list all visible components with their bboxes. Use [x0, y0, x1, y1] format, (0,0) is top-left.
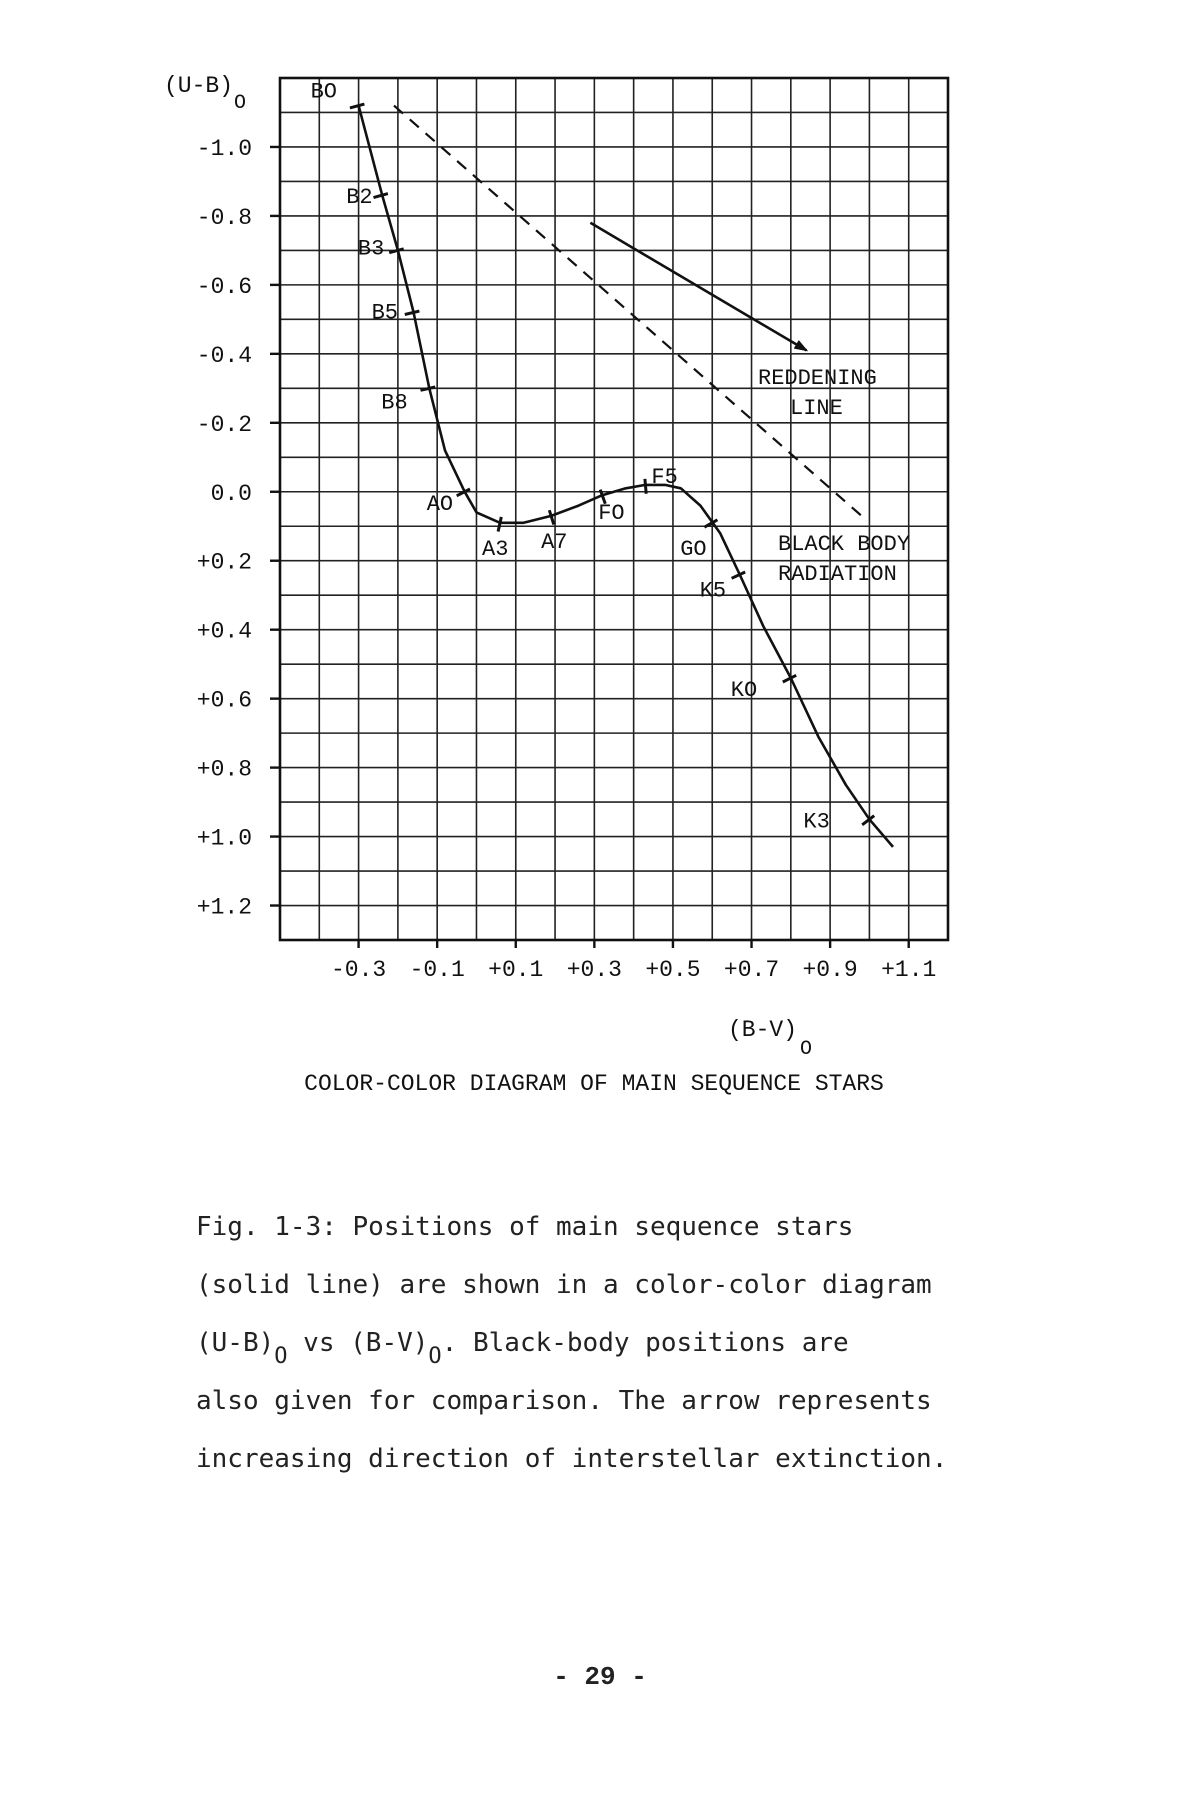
reddening-label-line2: LINE [790, 396, 843, 421]
x-tick-label: +0.3 [566, 957, 622, 983]
x-tick-label: +0.7 [723, 957, 780, 983]
spectral-type-label: BO [310, 79, 338, 105]
x-axis-ticks [331, 940, 936, 983]
caption-blackbody-text: . Black-body positions are [441, 1328, 849, 1358]
y-tick-label: +0.4 [196, 618, 252, 645]
chart-series [359, 106, 893, 847]
page-number: - 29 - [553, 1662, 647, 1692]
caption-line-4: also given for comparison. The arrow represents [196, 1386, 932, 1416]
reddening-arrow-line [590, 223, 806, 351]
y-tick-label: -0.8 [196, 204, 252, 231]
spectral-tick-mark [498, 517, 501, 532]
blackbody-label-line1: BLACK BODY [778, 532, 911, 557]
x-tick-label: -0.3 [330, 957, 387, 983]
spectral-type-label: FO [598, 501, 625, 527]
y-tick-label: -0.2 [196, 411, 252, 438]
spectral-type-label: A7 [541, 529, 568, 555]
x-tick-label: +0.9 [802, 957, 858, 983]
caption-line-1: Fig. 1-3: Positions of main sequence stars [196, 1212, 854, 1242]
main-sequence-line [359, 106, 893, 847]
caption-line-2: (solid line) are shown in a color-color diagram [196, 1270, 932, 1300]
blackbody-label-line2: RADIATION [778, 562, 897, 587]
x-tick-label: +0.5 [645, 957, 701, 983]
spectral-tick-mark [374, 194, 388, 198]
y-tick-label: +1.2 [196, 894, 252, 921]
x-tick-label: -0.1 [409, 957, 465, 983]
y-tick-label: 0.0 [210, 480, 252, 507]
y-tick-label: -0.4 [196, 342, 252, 369]
y-tick-label: -0.6 [196, 273, 252, 300]
caption-line-5: increasing direction of interstellar extinction. [196, 1444, 948, 1474]
y-axis-label-subscript: O [234, 92, 247, 115]
x-axis-label: (B-V) [728, 1017, 798, 1043]
chart-title: COLOR-COLOR DIAGRAM OF MAIN SEQUENCE STARS [304, 1071, 884, 1097]
x-tick-label: +0.1 [488, 957, 544, 983]
x-axis-label-subscript: O [800, 1038, 813, 1061]
y-tick-label: +1.0 [196, 825, 252, 852]
spectral-type-label: A3 [482, 536, 509, 562]
spectral-type-label: F5 [651, 464, 678, 490]
caption-bv-subscript: O [428, 1344, 442, 1369]
spectral-type-label: AO [426, 491, 454, 517]
spectral-type-label: B2 [346, 185, 373, 211]
y-tick-label: +0.8 [196, 756, 252, 783]
reddening-label-line1: REDDENING [758, 366, 877, 391]
spectral-tick-mark [645, 479, 646, 494]
spectral-type-label: GO [680, 536, 707, 562]
spectral-type-label: B3 [357, 236, 385, 262]
spectral-tick-mark [389, 249, 404, 253]
y-axis-label: (U-B) [164, 73, 234, 99]
y-axis-ticks [197, 136, 280, 921]
spectral-tick-mark [405, 311, 420, 314]
y-tick-label: +0.2 [196, 549, 252, 576]
spectral-type-label: KO [730, 678, 758, 703]
caption-line-3 [196, 1328, 849, 1369]
y-tick-label: +0.6 [196, 687, 252, 714]
spectral-type-label: B5 [371, 300, 399, 326]
spectral-type-label: K3 [803, 809, 830, 835]
caption-ub-text: (U-B) [196, 1328, 275, 1358]
x-tick-label: +1.1 [881, 957, 937, 983]
caption-ub-subscript: O [274, 1344, 288, 1369]
spectral-type-label: B8 [381, 390, 408, 416]
spectral-type-label: K5 [699, 578, 727, 604]
y-tick-label: -1.0 [196, 135, 252, 162]
spectral-tick-mark [350, 104, 365, 108]
spectral-tick-mark [421, 387, 436, 390]
caption-bv-text: vs (B-V) [287, 1328, 429, 1358]
